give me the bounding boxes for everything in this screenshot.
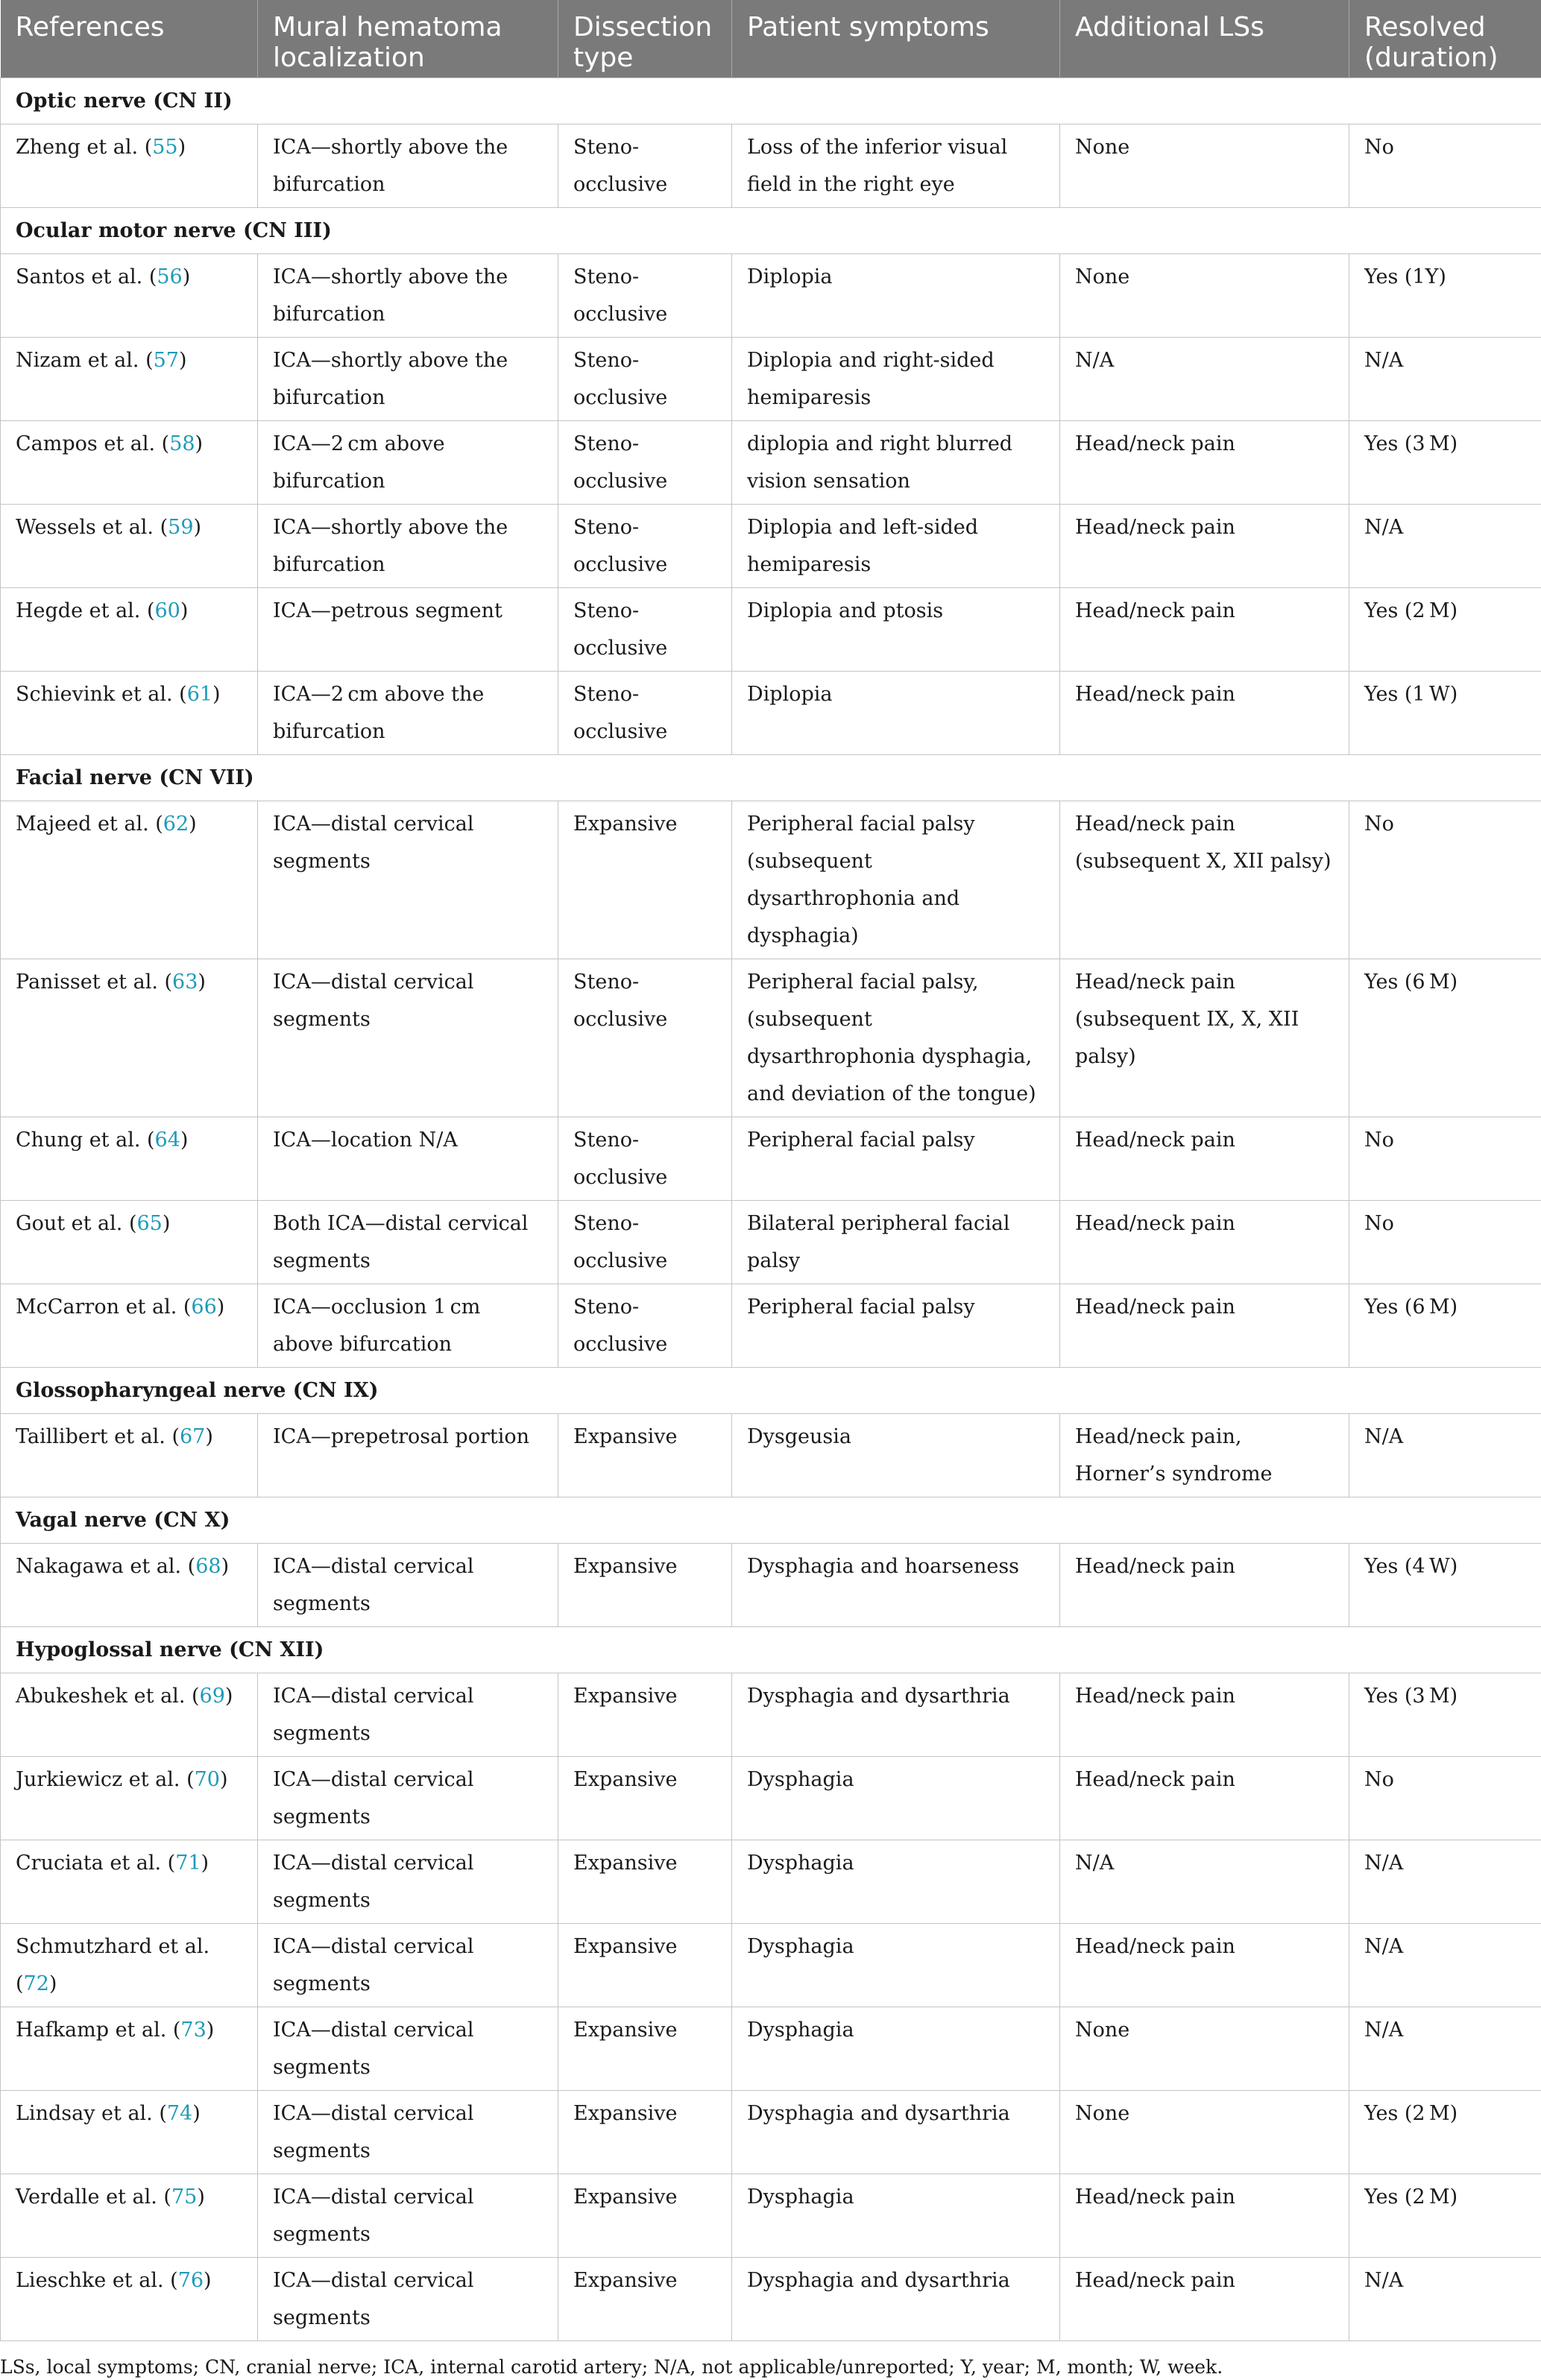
- section-row: [1, 755, 1541, 801]
- cell-reference: [1, 2174, 258, 2258]
- cell-resolved: Yes (2 M): [1349, 2091, 1541, 2174]
- cell-reference: [1, 254, 258, 338]
- cell-resolved: N/A: [1349, 2007, 1541, 2091]
- cell-symptoms: Peripheral facial palsy: [732, 1117, 1060, 1201]
- cell-dissection-type: Steno-occlusive: [558, 672, 732, 755]
- cell-localization: ICA—location N/A: [258, 1117, 558, 1201]
- reference-close: ): [207, 2018, 215, 2042]
- reference-author: Verdalle et al. (: [16, 2185, 171, 2209]
- cell-additional: Head/neck pain: [1060, 588, 1349, 672]
- section-title: Glossopharyngeal nerve (CN IX): [1, 1368, 1541, 1414]
- table-row: [1, 2258, 1541, 2341]
- cell-resolved: Yes (4 W): [1349, 1544, 1541, 1627]
- cell-symptoms: Peripheral facial palsy: [732, 1284, 1060, 1368]
- table-row: [1, 1117, 1541, 1201]
- reference-close: ): [189, 812, 197, 836]
- section-title: Optic nerve (CN II): [1, 78, 1541, 124]
- cell-reference: [1, 2258, 258, 2341]
- cell-dissection-type: Steno-occlusive: [558, 124, 732, 208]
- cell-resolved: Yes (6 M): [1349, 1284, 1541, 1368]
- cell-additional: None: [1060, 254, 1349, 338]
- reference-close: ): [225, 1685, 233, 1708]
- reference-link[interactable]: 62: [163, 812, 189, 836]
- cell-additional: Head/neck pain: [1060, 421, 1349, 505]
- cell-symptoms: Dysphagia: [732, 1924, 1060, 2007]
- cell-resolved: N/A: [1349, 338, 1541, 421]
- reference-close: ): [204, 2269, 212, 2292]
- cell-symptoms: Dysphagia and dysarthria: [732, 2091, 1060, 2174]
- section-title: Hypoglossal nerve (CN XII): [1, 1627, 1541, 1673]
- cell-dissection-type: Steno-occlusive: [558, 1284, 732, 1368]
- cell-dissection-type: Steno-occlusive: [558, 1201, 732, 1284]
- cell-localization: ICA—distal cervical segments: [258, 1924, 558, 2007]
- table-header: [1, 0, 1541, 78]
- cell-localization: ICA—shortly above the bifurcation: [258, 338, 558, 421]
- cell-symptoms: Bilateral peripheral facial palsy: [732, 1201, 1060, 1284]
- cell-resolved: Yes (1 W): [1349, 672, 1541, 755]
- reference-link[interactable]: 59: [168, 516, 193, 539]
- cell-reference: [1, 1284, 258, 1368]
- cell-dissection-type: Steno-occlusive: [558, 338, 732, 421]
- cell-dissection-type: Steno-occlusive: [558, 505, 732, 588]
- reference-link[interactable]: 64: [155, 1129, 180, 1152]
- header-dissection-type: Dissection type: [558, 0, 732, 78]
- reference-author: Hegde et al. (: [16, 599, 155, 622]
- cell-reference: [1, 1117, 258, 1201]
- reference-close: ): [201, 1852, 209, 1875]
- reference-close: ): [205, 1425, 213, 1448]
- cell-reference: [1, 801, 258, 959]
- reference-author: Santos et al. (: [16, 265, 157, 288]
- cell-dissection-type: Expansive: [558, 2007, 732, 2091]
- reference-link[interactable]: 70: [195, 1768, 220, 1791]
- cell-symptoms: Diplopia and ptosis: [732, 588, 1060, 672]
- reference-link[interactable]: 63: [172, 970, 198, 994]
- cell-symptoms: Dysphagia: [732, 1840, 1060, 1924]
- reference-author: Nakagawa et al. (: [16, 1555, 195, 1578]
- reference-link[interactable]: 68: [195, 1555, 221, 1578]
- cell-reference: [1, 124, 258, 208]
- reference-author: Lieschke et al. (: [16, 2269, 178, 2292]
- reference-author: Taillibert et al. (: [16, 1425, 180, 1448]
- cell-symptoms: Dysgeusia: [732, 1414, 1060, 1497]
- reference-close: ): [197, 2185, 205, 2209]
- table-body: [1, 78, 1541, 2341]
- cell-reference: [1, 1414, 258, 1497]
- cell-additional: Head/neck pain: [1060, 1673, 1349, 1757]
- reference-close: ): [163, 1212, 171, 1235]
- reference-author: Cruciata et al. (: [16, 1852, 175, 1875]
- reference-link[interactable]: 76: [178, 2269, 204, 2292]
- cell-resolved: No: [1349, 1201, 1541, 1284]
- cell-additional: Head/neck pain: [1060, 1284, 1349, 1368]
- table-row: [1, 1673, 1541, 1757]
- cell-localization: ICA—distal cervical segments: [258, 1840, 558, 1924]
- reference-close: ): [183, 265, 191, 288]
- reference-close: ): [220, 1768, 228, 1791]
- reference-author: Lindsay et al. (: [16, 2102, 167, 2125]
- table-row: [1, 338, 1541, 421]
- cell-symptoms: diplopia and right blurred vision sensation: [732, 421, 1060, 505]
- header-additional: Additional LSs: [1060, 0, 1349, 78]
- cell-localization: ICA—shortly above the bifurcation: [258, 124, 558, 208]
- cell-localization: ICA—distal cervical segments: [258, 1673, 558, 1757]
- cell-resolved: No: [1349, 801, 1541, 959]
- section-title: Vagal nerve (CN X): [1, 1497, 1541, 1544]
- cell-resolved: N/A: [1349, 2258, 1541, 2341]
- cell-dissection-type: Steno-occlusive: [558, 959, 732, 1117]
- reference-close: ): [217, 1295, 225, 1319]
- cell-symptoms: Dysphagia and dysarthria: [732, 1673, 1060, 1757]
- cell-resolved: Yes (2 M): [1349, 588, 1541, 672]
- cell-resolved: Yes (3 M): [1349, 421, 1541, 505]
- cell-resolved: N/A: [1349, 1414, 1541, 1497]
- table-row: [1, 1757, 1541, 1840]
- cell-reference: [1, 1201, 258, 1284]
- reference-author: Hafkamp et al. (: [16, 2018, 180, 2042]
- cell-resolved: No: [1349, 124, 1541, 208]
- reference-close: ): [195, 432, 204, 455]
- cell-dissection-type: Expansive: [558, 1414, 732, 1497]
- reference-link[interactable]: 72: [24, 1972, 49, 1995]
- header-row: [1, 0, 1541, 78]
- cell-reference: [1, 505, 258, 588]
- reference-close: ): [212, 683, 221, 706]
- reference-link[interactable]: 55: [152, 136, 177, 159]
- cell-additional: Head/neck pain (subsequent X, XII palsy): [1060, 801, 1349, 959]
- cell-reference: [1, 1544, 258, 1627]
- cell-reference: [1, 421, 258, 505]
- reference-close: ): [49, 1972, 57, 1995]
- table-row: [1, 254, 1541, 338]
- table-row: [1, 1414, 1541, 1497]
- table-row: [1, 2007, 1541, 2091]
- cell-dissection-type: Expansive: [558, 2091, 732, 2174]
- reference-link[interactable]: 67: [180, 1425, 205, 1448]
- cell-symptoms: Dysphagia: [732, 1757, 1060, 1840]
- table-row: [1, 672, 1541, 755]
- reference-link[interactable]: 66: [191, 1295, 216, 1319]
- cell-additional: Head/neck pain (subsequent IX, X, XII palsy): [1060, 959, 1349, 1117]
- cell-resolved: Yes (6 M): [1349, 959, 1541, 1117]
- reference-close: ): [198, 970, 206, 994]
- cell-symptoms: Diplopia and left-sided hemiparesis: [732, 505, 1060, 588]
- reference-author: McCarron et al. (: [16, 1295, 191, 1319]
- cell-additional: Head/neck pain: [1060, 1544, 1349, 1627]
- cell-dissection-type: Expansive: [558, 1673, 732, 1757]
- cell-localization: ICA—distal cervical segments: [258, 2174, 558, 2258]
- reference-author: Zheng et al. (: [16, 136, 152, 159]
- cell-localization: ICA—distal cervical segments: [258, 2007, 558, 2091]
- cell-symptoms: Diplopia: [732, 672, 1060, 755]
- cell-resolved: N/A: [1349, 1840, 1541, 1924]
- reference-link[interactable]: 74: [167, 2102, 192, 2125]
- table-row: [1, 2174, 1541, 2258]
- reference-close: ): [180, 1129, 189, 1152]
- table-row: [1, 124, 1541, 208]
- cell-localization: ICA—distal cervical segments: [258, 801, 558, 959]
- reference-close: ): [194, 516, 202, 539]
- reference-link[interactable]: 57: [154, 349, 179, 372]
- cell-additional: Head/neck pain: [1060, 1117, 1349, 1201]
- header-localization: Mural hematoma localization: [258, 0, 558, 78]
- cell-dissection-type: Expansive: [558, 2174, 732, 2258]
- cell-reference: [1, 1757, 258, 1840]
- cell-symptoms: Loss of the inferior visual field in the right eye: [732, 124, 1060, 208]
- reference-close: ): [179, 349, 187, 372]
- cell-additional: Head/neck pain: [1060, 1201, 1349, 1284]
- cell-symptoms: Peripheral facial palsy (subsequent dysarthrophonia and dysphagia): [732, 801, 1060, 959]
- cell-localization: ICA—distal cervical segments: [258, 2091, 558, 2174]
- cell-localization: Both ICA—distal cervical segments: [258, 1201, 558, 1284]
- cell-additional: Head/neck pain: [1060, 1757, 1349, 1840]
- cell-dissection-type: Steno-occlusive: [558, 421, 732, 505]
- cell-localization: ICA—distal cervical segments: [258, 1544, 558, 1627]
- section-row: [1, 1627, 1541, 1673]
- cell-symptoms: Diplopia and right-sided hemiparesis: [732, 338, 1060, 421]
- table-row: [1, 959, 1541, 1117]
- section-title: Facial nerve (CN VII): [1, 755, 1541, 801]
- table-row: [1, 505, 1541, 588]
- cell-reference: [1, 959, 258, 1117]
- reference-author: Campos et al. (: [16, 432, 169, 455]
- reference-author: Schievink et al. (: [16, 683, 187, 706]
- cell-reference: [1, 2007, 258, 2091]
- cell-reference: [1, 338, 258, 421]
- cell-reference: [1, 1840, 258, 1924]
- reference-author: Jurkiewicz et al. (: [16, 1768, 195, 1791]
- cell-dissection-type: Expansive: [558, 2258, 732, 2341]
- reference-link[interactable]: 56: [157, 265, 182, 288]
- cell-localization: ICA—shortly above the bifurcation: [258, 505, 558, 588]
- cell-dissection-type: Expansive: [558, 1840, 732, 1924]
- cell-localization: ICA—distal cervical segments: [258, 1757, 558, 1840]
- reference-author: Nizam et al. (: [16, 349, 154, 372]
- reference-author: Wessels et al. (: [16, 516, 168, 539]
- cell-resolved: N/A: [1349, 1924, 1541, 2007]
- table-row: [1, 1284, 1541, 1368]
- reference-author: Chung et al. (: [16, 1129, 155, 1152]
- cell-reference: [1, 588, 258, 672]
- cell-dissection-type: Steno-occlusive: [558, 1117, 732, 1201]
- cell-dissection-type: Expansive: [558, 801, 732, 959]
- cell-symptoms: Diplopia: [732, 254, 1060, 338]
- table-row: [1, 588, 1541, 672]
- header-symptoms: Patient symptoms: [732, 0, 1060, 78]
- reference-close: ): [180, 599, 189, 622]
- reference-close: ): [178, 136, 186, 159]
- table-row: [1, 1544, 1541, 1627]
- cell-localization: ICA—petrous segment: [258, 588, 558, 672]
- table-row: [1, 801, 1541, 959]
- cell-reference: [1, 672, 258, 755]
- cell-resolved: No: [1349, 1757, 1541, 1840]
- cell-localization: ICA—distal cervical segments: [258, 959, 558, 1117]
- reference-link[interactable]: 61: [187, 683, 212, 706]
- section-row: [1, 1368, 1541, 1414]
- cell-resolved: Yes (3 M): [1349, 1673, 1541, 1757]
- section-row: [1, 208, 1541, 254]
- reference-author: Gout et al. (: [16, 1212, 137, 1235]
- cell-additional: Head/neck pain: [1060, 2174, 1349, 2258]
- cell-additional: None: [1060, 124, 1349, 208]
- cell-dissection-type: Steno-occlusive: [558, 254, 732, 338]
- cell-resolved: N/A: [1349, 505, 1541, 588]
- cell-symptoms: Dysphagia: [732, 2174, 1060, 2258]
- cell-dissection-type: Steno-occlusive: [558, 588, 732, 672]
- section-title: Ocular motor nerve (CN III): [1, 208, 1541, 254]
- reference-link[interactable]: 73: [180, 2018, 206, 2042]
- reference-author: Panisset et al. (: [16, 970, 172, 994]
- table-row: [1, 421, 1541, 505]
- cell-dissection-type: Expansive: [558, 1544, 732, 1627]
- cell-dissection-type: Expansive: [558, 1757, 732, 1840]
- section-row: [1, 78, 1541, 124]
- cell-additional: Head/neck pain: [1060, 2258, 1349, 2341]
- cell-additional: N/A: [1060, 338, 1349, 421]
- cell-resolved: Yes (1Y): [1349, 254, 1541, 338]
- reference-author: Majeed et al. (: [16, 812, 163, 836]
- table-row: [1, 1201, 1541, 1284]
- header-references: References: [1, 0, 258, 78]
- cell-symptoms: Dysphagia: [732, 2007, 1060, 2091]
- cell-additional: Head/neck pain, Horner’s syndrome: [1060, 1414, 1349, 1497]
- reference-link[interactable]: 58: [169, 432, 195, 455]
- reference-close: ): [221, 1555, 230, 1578]
- section-row: [1, 1497, 1541, 1544]
- cell-localization: ICA—shortly above the bifurcation: [258, 254, 558, 338]
- cell-localization: ICA—distal cervical segments: [258, 2258, 558, 2341]
- reference-link[interactable]: 69: [200, 1685, 225, 1708]
- reference-link[interactable]: 65: [137, 1212, 163, 1235]
- table-footnote: LSs, local symptoms; CN, cranial nerve; ICA, internal carotid artery; N/A, not applicable/unreported; Y, year; M, month; W, week.: [0, 2341, 1541, 2380]
- cell-localization: ICA—2 cm above bifurcation: [258, 421, 558, 505]
- cell-localization: ICA—occlusion 1 cm above bifurcation: [258, 1284, 558, 1368]
- reference-link[interactable]: 71: [175, 1852, 201, 1875]
- reference-author: Schmutzhard et al. (: [16, 1935, 209, 1995]
- cell-symptoms: Peripheral facial palsy, (subsequent dysarthrophonia dysphagia, and deviation of the tongue): [732, 959, 1060, 1117]
- reference-link[interactable]: 60: [155, 599, 180, 622]
- reference-close: ): [192, 2102, 201, 2125]
- cell-localization: ICA—prepetrosal portion: [258, 1414, 558, 1497]
- cell-localization: ICA—2 cm above the bifurcation: [258, 672, 558, 755]
- table-row: [1, 2091, 1541, 2174]
- table-row: [1, 1840, 1541, 1924]
- cell-resolved: Yes (2 M): [1349, 2174, 1541, 2258]
- reference-link[interactable]: 75: [171, 2185, 197, 2209]
- cell-additional: None: [1060, 2091, 1349, 2174]
- table-row: [1, 1924, 1541, 2007]
- cell-additional: Head/neck pain: [1060, 672, 1349, 755]
- cell-dissection-type: Expansive: [558, 1924, 732, 2007]
- cell-symptoms: Dysphagia and hoarseness: [732, 1544, 1060, 1627]
- cell-reference: [1, 1673, 258, 1757]
- header-resolved: Resolved (duration): [1349, 0, 1541, 78]
- cell-additional: None: [1060, 2007, 1349, 2091]
- cell-additional: N/A: [1060, 1840, 1349, 1924]
- reference-author: Abukeshek et al. (: [16, 1685, 200, 1708]
- cell-symptoms: Dysphagia and dysarthria: [732, 2258, 1060, 2341]
- cell-resolved: No: [1349, 1117, 1541, 1201]
- cell-reference: [1, 2091, 258, 2174]
- cell-reference: [1, 1924, 258, 2007]
- cell-additional: Head/neck pain: [1060, 505, 1349, 588]
- cell-additional: Head/neck pain: [1060, 1924, 1349, 2007]
